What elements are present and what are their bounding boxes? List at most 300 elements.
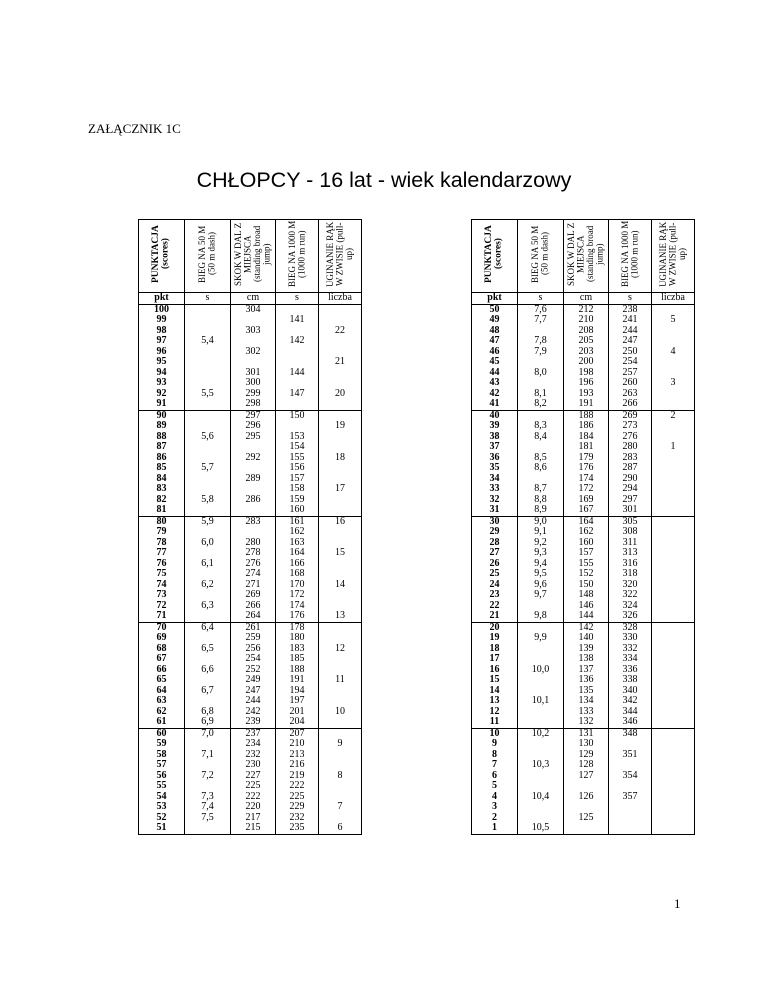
dash-50m-cell: 7,8 bbox=[518, 336, 564, 347]
broad-jump-cell: 172 bbox=[564, 484, 609, 495]
run-1000m-cell: 180 bbox=[276, 633, 319, 644]
table-row bbox=[139, 739, 362, 750]
pull-up-cell: 7 bbox=[319, 802, 362, 813]
table-row bbox=[472, 717, 695, 728]
pull-up-cell bbox=[652, 611, 695, 622]
score-cell: 72 bbox=[139, 601, 185, 612]
run-1000m-cell: 157 bbox=[276, 474, 319, 485]
score-cell: 68 bbox=[139, 644, 185, 655]
broad-jump-cell: 276 bbox=[231, 559, 276, 570]
pull-up-cell bbox=[652, 580, 695, 591]
unit-seconds: s bbox=[609, 292, 652, 304]
table-row bbox=[472, 590, 695, 601]
broad-jump-cell: 144 bbox=[564, 611, 609, 622]
broad-jump-cell: 299 bbox=[231, 389, 276, 400]
dash-50m-cell: 6,0 bbox=[185, 538, 231, 549]
dash-50m-cell bbox=[518, 378, 564, 389]
run-1000m-cell: 247 bbox=[609, 336, 652, 347]
broad-jump-cell: 196 bbox=[564, 378, 609, 389]
score-cell: 98 bbox=[139, 326, 185, 337]
run-1000m-cell: 147 bbox=[276, 389, 319, 400]
dash-50m-cell: 5,5 bbox=[185, 389, 231, 400]
broad-jump-cell bbox=[231, 463, 276, 474]
pull-up-cell bbox=[652, 622, 695, 633]
dash-50m-cell: 10,0 bbox=[518, 665, 564, 676]
table-row bbox=[139, 717, 362, 728]
score-cell: 85 bbox=[139, 463, 185, 474]
score-cell: 13 bbox=[472, 696, 518, 707]
table-row bbox=[472, 739, 695, 750]
table-row bbox=[139, 696, 362, 707]
broad-jump-cell: 160 bbox=[564, 538, 609, 549]
scores-table-left bbox=[138, 219, 362, 835]
score-cell: 97 bbox=[139, 336, 185, 347]
broad-jump-cell bbox=[564, 802, 609, 813]
table-row bbox=[139, 548, 362, 559]
dash-50m-cell: 9,1 bbox=[518, 527, 564, 538]
table-row bbox=[139, 654, 362, 665]
dash-50m-cell: 6,5 bbox=[185, 644, 231, 655]
broad-jump-cell: 169 bbox=[564, 495, 609, 506]
pull-up-cell: 3 bbox=[652, 378, 695, 389]
broad-jump-cell: 128 bbox=[564, 760, 609, 771]
annex-label: ZAŁĄCZNIK 1C bbox=[88, 121, 181, 136]
dash-50m-cell: 10,3 bbox=[518, 760, 564, 771]
table-row bbox=[139, 463, 362, 474]
pull-up-cell bbox=[319, 686, 362, 697]
score-cell: 83 bbox=[139, 484, 185, 495]
run-1000m-cell: 150 bbox=[276, 410, 319, 421]
score-cell: 70 bbox=[139, 622, 185, 633]
score-cell: 36 bbox=[472, 453, 518, 464]
run-1000m-cell: 158 bbox=[276, 484, 319, 495]
broad-jump-cell: 138 bbox=[564, 654, 609, 665]
pull-up-cell bbox=[319, 304, 362, 315]
run-1000m-cell: 318 bbox=[609, 569, 652, 580]
score-cell: 19 bbox=[472, 633, 518, 644]
dash-50m-cell bbox=[518, 357, 564, 368]
pull-up-cell bbox=[319, 717, 362, 728]
pull-up-cell: 17 bbox=[319, 484, 362, 495]
pull-up-cell bbox=[319, 590, 362, 601]
table-row bbox=[472, 527, 695, 538]
table-row bbox=[139, 569, 362, 580]
score-cell: 58 bbox=[139, 750, 185, 761]
table-row bbox=[139, 505, 362, 516]
run-1000m-cell: 156 bbox=[276, 463, 319, 474]
table-row bbox=[472, 771, 695, 782]
run-1000m-cell: 188 bbox=[276, 665, 319, 676]
broad-jump-cell: 132 bbox=[564, 717, 609, 728]
dash-50m-cell: 8,9 bbox=[518, 505, 564, 516]
dash-50m-cell bbox=[518, 654, 564, 665]
dash-50m-cell: 7,6 bbox=[518, 304, 564, 315]
broad-jump-cell: 179 bbox=[564, 453, 609, 464]
run-1000m-cell: 254 bbox=[609, 357, 652, 368]
score-cell: 9 bbox=[472, 739, 518, 750]
run-1000m-cell: 287 bbox=[609, 463, 652, 474]
pull-up-cell bbox=[319, 368, 362, 379]
broad-jump-cell: 300 bbox=[231, 378, 276, 389]
broad-jump-cell: 247 bbox=[231, 686, 276, 697]
run-1000m-cell: 301 bbox=[609, 505, 652, 516]
dash-50m-cell: 5,7 bbox=[185, 463, 231, 474]
page-number: 1 bbox=[674, 896, 681, 911]
pull-up-cell bbox=[652, 495, 695, 506]
dash-50m-cell bbox=[185, 781, 231, 792]
pull-up-cell: 20 bbox=[319, 389, 362, 400]
dash-50m-cell: 9,4 bbox=[518, 559, 564, 570]
dash-50m-cell: 8,2 bbox=[518, 399, 564, 410]
run-1000m-cell bbox=[609, 760, 652, 771]
table-row bbox=[472, 505, 695, 516]
broad-jump-cell: 297 bbox=[231, 410, 276, 421]
table-row bbox=[472, 633, 695, 644]
score-cell: 43 bbox=[472, 378, 518, 389]
broad-jump-cell: 237 bbox=[231, 728, 276, 739]
table-row bbox=[139, 802, 362, 813]
table-row bbox=[139, 453, 362, 464]
score-cell: 26 bbox=[472, 559, 518, 570]
dash-50m-cell: 6,7 bbox=[185, 686, 231, 697]
run-1000m-cell: 159 bbox=[276, 495, 319, 506]
run-1000m-cell: 283 bbox=[609, 453, 652, 464]
score-cell: 86 bbox=[139, 453, 185, 464]
run-1000m-cell: 154 bbox=[276, 442, 319, 453]
run-1000m-cell: 313 bbox=[609, 548, 652, 559]
dash-50m-cell: 10,4 bbox=[518, 792, 564, 803]
score-cell: 3 bbox=[472, 802, 518, 813]
score-cell: 17 bbox=[472, 654, 518, 665]
run-1000m-cell: 219 bbox=[276, 771, 319, 782]
dash-50m-cell bbox=[185, 548, 231, 559]
dash-50m-cell bbox=[518, 442, 564, 453]
score-cell: 11 bbox=[472, 717, 518, 728]
run-1000m-cell: 290 bbox=[609, 474, 652, 485]
score-cell: 32 bbox=[472, 495, 518, 506]
pull-up-cell: 15 bbox=[319, 548, 362, 559]
run-1000m-cell: 162 bbox=[276, 527, 319, 538]
broad-jump-cell: 292 bbox=[231, 453, 276, 464]
broad-jump-cell: 131 bbox=[564, 728, 609, 739]
pull-up-cell bbox=[319, 378, 362, 389]
broad-jump-cell: 239 bbox=[231, 717, 276, 728]
broad-jump-cell: 148 bbox=[564, 590, 609, 601]
run-1000m-cell: 324 bbox=[609, 601, 652, 612]
run-1000m-cell: 178 bbox=[276, 622, 319, 633]
dash-50m-cell: 8,0 bbox=[518, 368, 564, 379]
table-row bbox=[472, 484, 695, 495]
pull-up-cell bbox=[652, 527, 695, 538]
run-1000m-cell: 250 bbox=[609, 347, 652, 358]
run-1000m-cell bbox=[276, 399, 319, 410]
dash-50m-cell bbox=[518, 739, 564, 750]
unit-pkt: pkt bbox=[472, 292, 518, 304]
score-cell: 25 bbox=[472, 569, 518, 580]
dash-50m-cell bbox=[518, 717, 564, 728]
score-cell: 87 bbox=[139, 442, 185, 453]
run-1000m-cell bbox=[276, 347, 319, 358]
broad-jump-cell bbox=[231, 442, 276, 453]
run-1000m-cell: 334 bbox=[609, 654, 652, 665]
pull-up-cell bbox=[319, 463, 362, 474]
score-cell: 80 bbox=[139, 516, 185, 527]
run-1000m-cell: 311 bbox=[609, 538, 652, 549]
run-1000m-cell: 197 bbox=[276, 696, 319, 707]
broad-jump-cell: 200 bbox=[564, 357, 609, 368]
score-cell: 64 bbox=[139, 686, 185, 697]
score-cell: 95 bbox=[139, 357, 185, 368]
dash-50m-cell: 6,2 bbox=[185, 580, 231, 591]
run-1000m-cell: 155 bbox=[276, 453, 319, 464]
dash-50m-cell: 9,3 bbox=[518, 548, 564, 559]
header-scores: PUNKTACJA (scores) bbox=[472, 220, 518, 293]
broad-jump-cell: 252 bbox=[231, 665, 276, 676]
dash-50m-cell: 7,4 bbox=[185, 802, 231, 813]
score-cell: 5 bbox=[472, 781, 518, 792]
table-row bbox=[472, 781, 695, 792]
dash-50m-cell bbox=[185, 410, 231, 421]
dash-50m-cell bbox=[185, 527, 231, 538]
dash-50m-cell bbox=[518, 781, 564, 792]
pull-up-cell bbox=[652, 633, 695, 644]
broad-jump-cell: 176 bbox=[564, 463, 609, 474]
run-1000m-cell: 244 bbox=[609, 326, 652, 337]
run-1000m-cell: 351 bbox=[609, 750, 652, 761]
run-1000m-cell: 354 bbox=[609, 771, 652, 782]
dash-50m-cell: 10,1 bbox=[518, 696, 564, 707]
pull-up-cell bbox=[319, 622, 362, 633]
score-cell: 30 bbox=[472, 516, 518, 527]
table-row bbox=[139, 823, 362, 834]
pull-up-cell bbox=[319, 495, 362, 506]
run-1000m-cell: 142 bbox=[276, 336, 319, 347]
pull-up-cell bbox=[652, 654, 695, 665]
score-cell: 4 bbox=[472, 792, 518, 803]
unit-seconds: s bbox=[518, 292, 564, 304]
broad-jump-cell: 210 bbox=[564, 315, 609, 326]
dash-50m-cell bbox=[518, 707, 564, 718]
unit-seconds: s bbox=[185, 292, 231, 304]
table-row bbox=[139, 315, 362, 326]
score-cell: 51 bbox=[139, 823, 185, 834]
run-1000m-cell: 338 bbox=[609, 675, 652, 686]
pull-up-cell: 1 bbox=[652, 442, 695, 453]
score-cell: 75 bbox=[139, 569, 185, 580]
broad-jump-cell: 146 bbox=[564, 601, 609, 612]
run-1000m-cell: 225 bbox=[276, 792, 319, 803]
broad-jump-cell: 208 bbox=[564, 326, 609, 337]
dash-50m-cell: 9,9 bbox=[518, 633, 564, 644]
pull-up-cell: 5 bbox=[652, 315, 695, 326]
pull-up-cell bbox=[652, 696, 695, 707]
dash-50m-cell bbox=[185, 474, 231, 485]
run-1000m-cell: 238 bbox=[609, 304, 652, 315]
score-cell: 90 bbox=[139, 410, 185, 421]
score-cell: 15 bbox=[472, 675, 518, 686]
pull-up-cell bbox=[319, 527, 362, 538]
broad-jump-cell: 162 bbox=[564, 527, 609, 538]
dash-50m-cell bbox=[185, 633, 231, 644]
broad-jump-cell: 205 bbox=[564, 336, 609, 347]
table-row bbox=[472, 792, 695, 803]
dash-50m-cell: 6,1 bbox=[185, 559, 231, 570]
broad-jump-cell: 133 bbox=[564, 707, 609, 718]
dash-50m-cell bbox=[185, 484, 231, 495]
pull-up-cell bbox=[319, 760, 362, 771]
pull-up-cell bbox=[652, 728, 695, 739]
broad-jump-cell: 271 bbox=[231, 580, 276, 591]
broad-jump-cell: 304 bbox=[231, 304, 276, 315]
dash-50m-cell: 7,1 bbox=[185, 750, 231, 761]
header-pull-up: UGINANIE RĄK W ZWISIE (pull-up) bbox=[652, 220, 695, 293]
pull-up-cell bbox=[319, 559, 362, 570]
score-cell: 76 bbox=[139, 559, 185, 570]
unit-cm: cm bbox=[564, 292, 609, 304]
broad-jump-cell: 126 bbox=[564, 792, 609, 803]
run-1000m-cell: 176 bbox=[276, 611, 319, 622]
pull-up-cell bbox=[652, 484, 695, 495]
pull-up-cell: 4 bbox=[652, 347, 695, 358]
run-1000m-cell bbox=[609, 781, 652, 792]
score-cell: 54 bbox=[139, 792, 185, 803]
score-cell: 39 bbox=[472, 421, 518, 432]
score-cell: 7 bbox=[472, 760, 518, 771]
dash-50m-cell bbox=[185, 357, 231, 368]
dash-50m-cell bbox=[185, 368, 231, 379]
run-1000m-cell: 308 bbox=[609, 527, 652, 538]
run-1000m-cell: 269 bbox=[609, 410, 652, 421]
pull-up-cell bbox=[652, 707, 695, 718]
header-standing-broad-jump: SKOK W DAL Z MIEJSCA (standing broad jump) bbox=[564, 220, 609, 293]
pull-up-cell: 14 bbox=[319, 580, 362, 591]
broad-jump-cell: 164 bbox=[564, 516, 609, 527]
run-1000m-cell: 322 bbox=[609, 590, 652, 601]
run-1000m-cell bbox=[609, 823, 652, 834]
broad-jump-cell bbox=[231, 315, 276, 326]
pull-up-cell bbox=[652, 665, 695, 676]
run-1000m-cell: 294 bbox=[609, 484, 652, 495]
broad-jump-cell: 184 bbox=[564, 432, 609, 443]
broad-jump-cell: 302 bbox=[231, 347, 276, 358]
broad-jump-cell: 142 bbox=[564, 622, 609, 633]
dash-50m-cell bbox=[185, 739, 231, 750]
score-cell: 2 bbox=[472, 813, 518, 824]
score-cell: 59 bbox=[139, 739, 185, 750]
broad-jump-cell bbox=[231, 357, 276, 368]
broad-jump-cell: 259 bbox=[231, 633, 276, 644]
broad-jump-cell: 274 bbox=[231, 569, 276, 580]
score-cell: 65 bbox=[139, 675, 185, 686]
dash-50m-cell: 6,6 bbox=[185, 665, 231, 676]
table-row bbox=[139, 326, 362, 337]
pull-up-cell bbox=[319, 569, 362, 580]
score-cell: 48 bbox=[472, 326, 518, 337]
table-row bbox=[472, 760, 695, 771]
broad-jump-cell: 152 bbox=[564, 569, 609, 580]
score-cell: 31 bbox=[472, 505, 518, 516]
score-cell: 23 bbox=[472, 590, 518, 601]
pull-up-cell: 21 bbox=[319, 357, 362, 368]
table-row bbox=[472, 442, 695, 453]
score-cell: 12 bbox=[472, 707, 518, 718]
broad-jump-cell: 283 bbox=[231, 516, 276, 527]
broad-jump-cell: 225 bbox=[231, 781, 276, 792]
score-cell: 27 bbox=[472, 548, 518, 559]
broad-jump-cell: 230 bbox=[231, 760, 276, 771]
broad-jump-cell: 269 bbox=[231, 590, 276, 601]
pull-up-cell: 13 bbox=[319, 611, 362, 622]
score-cell: 77 bbox=[139, 548, 185, 559]
table-row bbox=[472, 813, 695, 824]
table-row bbox=[139, 432, 362, 443]
pull-up-cell bbox=[652, 421, 695, 432]
broad-jump-cell: 167 bbox=[564, 505, 609, 516]
broad-jump-cell: 215 bbox=[231, 823, 276, 834]
broad-jump-cell: 203 bbox=[564, 347, 609, 358]
score-cell: 20 bbox=[472, 622, 518, 633]
pull-up-cell bbox=[652, 516, 695, 527]
dash-50m-cell bbox=[185, 315, 231, 326]
dash-50m-cell bbox=[185, 347, 231, 358]
score-cell: 35 bbox=[472, 463, 518, 474]
dash-50m-cell: 9,8 bbox=[518, 611, 564, 622]
score-cell: 45 bbox=[472, 357, 518, 368]
broad-jump-cell: 140 bbox=[564, 633, 609, 644]
run-1000m-cell: 160 bbox=[276, 505, 319, 516]
run-1000m-cell bbox=[609, 739, 652, 750]
table-row bbox=[139, 484, 362, 495]
score-cell: 16 bbox=[472, 665, 518, 676]
header-1000m-run: BIEG NA 1000 M (1000 m run) bbox=[276, 220, 319, 293]
broad-jump-cell: 157 bbox=[564, 548, 609, 559]
table-row bbox=[472, 421, 695, 432]
run-1000m-cell: 232 bbox=[276, 813, 319, 824]
dash-50m-cell: 5,8 bbox=[185, 495, 231, 506]
table-row bbox=[139, 304, 362, 315]
run-1000m-cell: 153 bbox=[276, 432, 319, 443]
score-cell: 69 bbox=[139, 633, 185, 644]
score-cell: 10 bbox=[472, 728, 518, 739]
dash-50m-cell: 10,5 bbox=[518, 823, 564, 834]
pull-up-cell bbox=[652, 538, 695, 549]
score-cell: 40 bbox=[472, 410, 518, 421]
broad-jump-cell bbox=[231, 484, 276, 495]
unit-count: liczba bbox=[319, 292, 362, 304]
table-row bbox=[472, 675, 695, 686]
run-1000m-cell: 170 bbox=[276, 580, 319, 591]
pull-up-cell bbox=[652, 336, 695, 347]
dash-50m-cell: 7,0 bbox=[185, 728, 231, 739]
table-row bbox=[139, 611, 362, 622]
broad-jump-cell: 266 bbox=[231, 601, 276, 612]
run-1000m-cell: 273 bbox=[609, 421, 652, 432]
dash-50m-cell: 7,2 bbox=[185, 771, 231, 782]
run-1000m-cell: 183 bbox=[276, 644, 319, 655]
pull-up-cell: 6 bbox=[319, 823, 362, 834]
dash-50m-cell: 7,3 bbox=[185, 792, 231, 803]
pull-up-cell bbox=[652, 389, 695, 400]
pull-up-cell bbox=[652, 548, 695, 559]
broad-jump-cell: 220 bbox=[231, 802, 276, 813]
table-row bbox=[139, 633, 362, 644]
broad-jump-cell: 298 bbox=[231, 399, 276, 410]
score-cell: 79 bbox=[139, 527, 185, 538]
table-row bbox=[139, 399, 362, 410]
dash-50m-cell bbox=[518, 644, 564, 655]
broad-jump-cell: 155 bbox=[564, 559, 609, 570]
score-cell: 29 bbox=[472, 527, 518, 538]
